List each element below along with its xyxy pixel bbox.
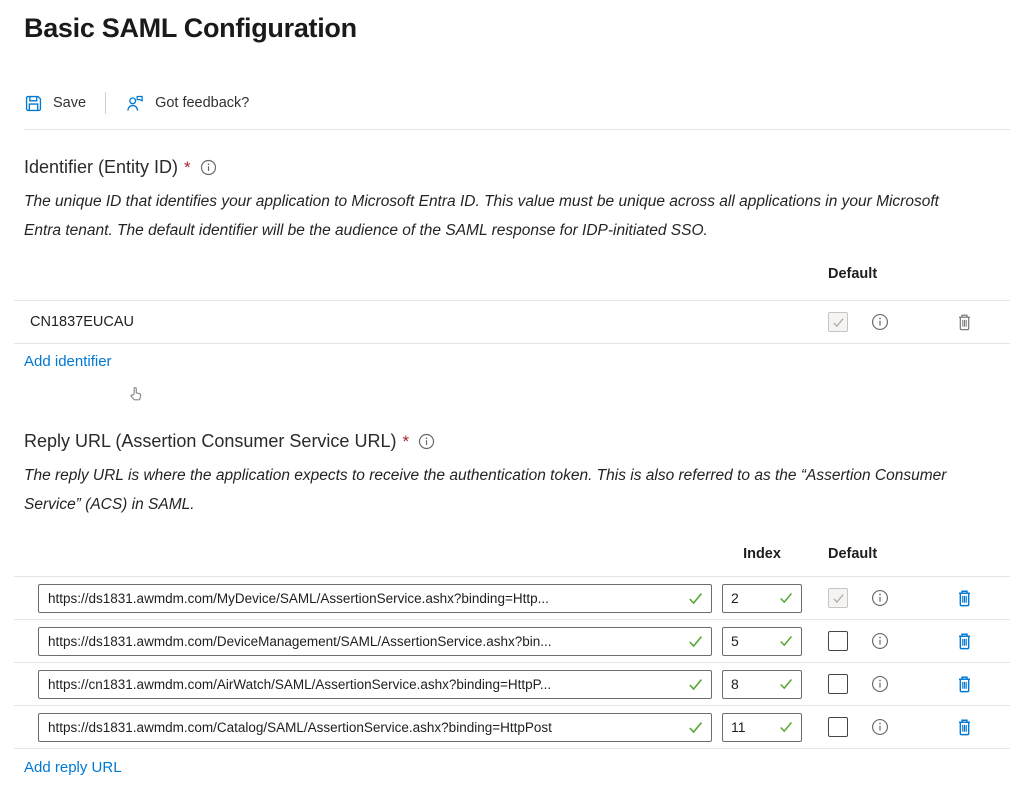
- valid-check-icon: [779, 721, 793, 733]
- index-column-header: Index: [743, 546, 781, 562]
- required-asterisk: *: [402, 432, 410, 451]
- index-value: 5: [731, 633, 739, 649]
- default-checkbox[interactable]: [828, 717, 848, 737]
- identifier-section-title: Identifier (Entity ID): [24, 157, 179, 177]
- page-title: Basic SAML Configuration: [24, 13, 357, 43]
- index-input[interactable]: [722, 584, 802, 613]
- index-input[interactable]: [722, 627, 802, 656]
- reply-url-section-title: Reply URL (Assertion Consumer Service URL): [24, 431, 397, 451]
- default-info-icon[interactable]: [871, 589, 889, 607]
- reply-url-value: https://ds1831.awmdm.com/MyDevice/SAML/AssertionService.ashx?binding=Http...: [48, 590, 549, 606]
- info-icon[interactable]: [418, 433, 435, 450]
- identifier-description: The unique ID that identifies your application to Microsoft Entra ID. This value must be unique across all applications in your Microsoft Entra tenant. The default identifier will be the audience of the SAML response for IDP-initiated SSO.: [24, 193, 939, 239]
- reply-url-value: https://ds1831.awmdm.com/DeviceManagement/SAML/AssertionService.ashx?bin...: [48, 633, 552, 649]
- identifier-value: CN1837EUCAU: [30, 314, 134, 330]
- valid-check-icon: [779, 592, 793, 604]
- valid-check-icon: [779, 678, 793, 690]
- add-reply-url-link[interactable]: Add reply URL: [24, 759, 122, 776]
- default-column-header: Default: [828, 266, 878, 282]
- reply-url-row: [14, 663, 1010, 706]
- index-value: 11: [731, 719, 746, 735]
- reply-url-description: The reply URL is where the application expects to receive the authentication token. This is also referred to as the “Assertion Consumer Service” (ACS) in SAML.: [24, 467, 947, 513]
- save-button-label: Save: [53, 95, 87, 111]
- reply-url-value: https://cn1831.awmdm.com/AirWatch/SAML/AssertionService.ashx?binding=HttpP...: [48, 676, 552, 692]
- index-value: 2: [731, 590, 739, 606]
- identifier-table-header: [24, 266, 1010, 283]
- reply-url-value: https://ds1831.awmdm.com/Catalog/SAML/AssertionService.ashx?binding=HttpPost: [48, 719, 552, 735]
- toolbar-divider: [105, 92, 106, 114]
- identifier-default-info-icon[interactable]: [871, 313, 889, 331]
- hand-pointer-cursor: [128, 385, 144, 403]
- index-value: 8: [731, 676, 739, 692]
- identifier-row: [14, 301, 1010, 344]
- toolbar-separator: [24, 129, 1010, 130]
- command-bar: [24, 88, 1010, 118]
- default-column-header: Default: [828, 546, 878, 562]
- got-feedback-button[interactable]: [125, 94, 249, 113]
- reply-url-input[interactable]: [38, 584, 712, 613]
- delete-identifier-button[interactable]: [955, 312, 974, 333]
- reply-url-input[interactable]: [38, 670, 712, 699]
- add-identifier-link[interactable]: Add identifier: [24, 353, 112, 370]
- reply-url-row: [14, 620, 1010, 663]
- valid-check-icon: [779, 635, 793, 647]
- reply-url-input[interactable]: [38, 627, 712, 656]
- got-feedback-label: Got feedback?: [155, 95, 250, 111]
- valid-check-icon: [688, 678, 703, 691]
- reply-table-header: [24, 546, 1010, 563]
- reply-url-input[interactable]: [38, 713, 712, 742]
- valid-check-icon: [688, 721, 703, 734]
- default-info-icon[interactable]: [871, 632, 889, 650]
- reply-url-row: [14, 577, 1010, 620]
- info-icon[interactable]: [200, 159, 217, 176]
- default-info-icon[interactable]: [871, 718, 889, 736]
- index-input[interactable]: [722, 713, 802, 742]
- default-checkbox[interactable]: [828, 674, 848, 694]
- reply-url-row: [14, 706, 1010, 749]
- delete-reply-url-button[interactable]: [955, 588, 974, 609]
- valid-check-icon: [688, 635, 703, 648]
- required-asterisk: *: [184, 158, 191, 177]
- reply-url-section-header: [24, 430, 1010, 453]
- save-icon: [24, 94, 43, 113]
- index-input[interactable]: [722, 670, 802, 699]
- valid-check-icon: [688, 592, 703, 605]
- delete-reply-url-button[interactable]: [955, 631, 974, 652]
- identifier-default-checkbox: [828, 312, 848, 332]
- default-checkbox[interactable]: [828, 631, 848, 651]
- identifier-section-header: [24, 156, 1010, 179]
- default-checkbox: [828, 588, 848, 608]
- delete-reply-url-button[interactable]: [955, 717, 974, 738]
- feedback-person-icon: [125, 94, 145, 113]
- default-info-icon[interactable]: [871, 675, 889, 693]
- delete-reply-url-button[interactable]: [955, 674, 974, 695]
- save-button[interactable]: [24, 94, 86, 113]
